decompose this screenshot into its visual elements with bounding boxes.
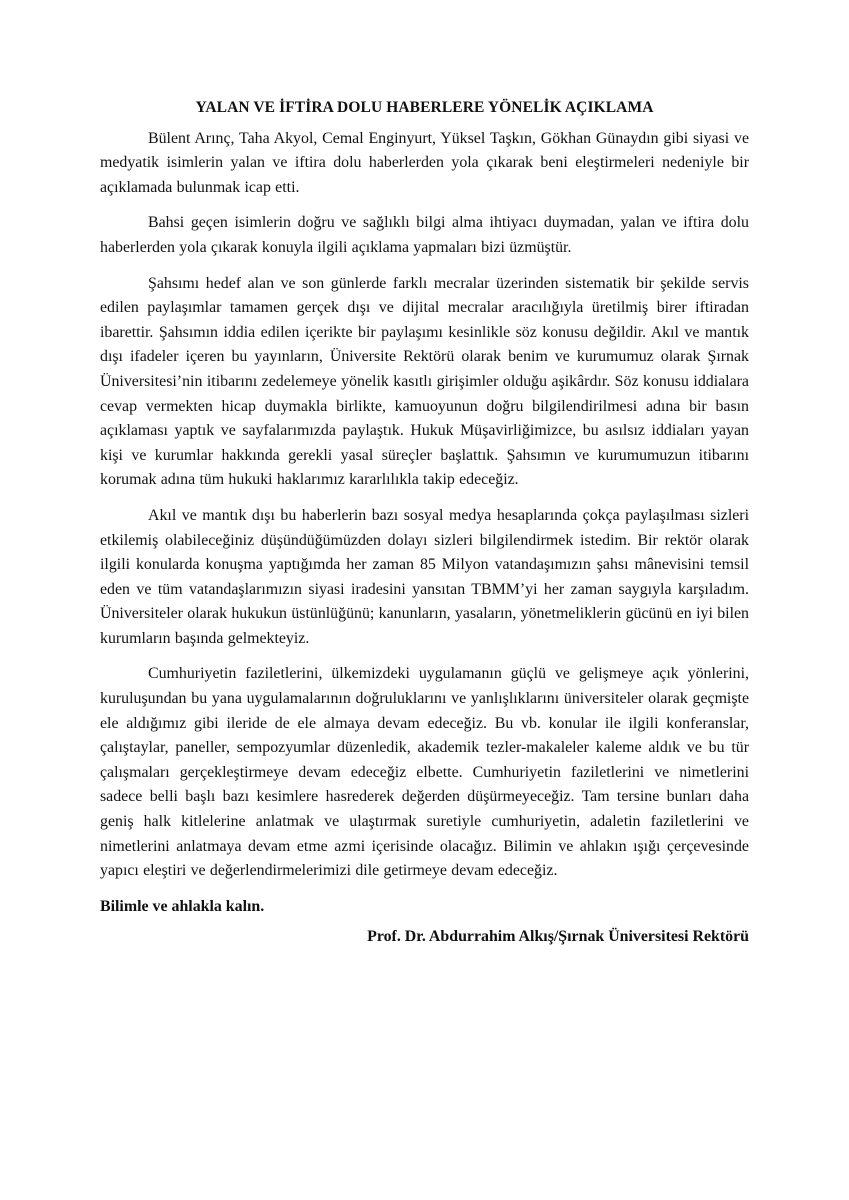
signature: Prof. Dr. Abdurrahim Alkış/Şırnak Üniversitesi Rektörü (367, 928, 749, 946)
document-title: YALAN VE İFTİRA DOLU HABERLERE YÖNELİK AÇIKLAMA (195, 99, 654, 116)
paragraph-1: Bülent Arınç, Taha Akyol, Cemal Enginyurt, Yüksel Taşkın, Gökhan Günaydın gibi siyasi ve medyatik isimlerin yalan ve iftira dolu haberlerden yola çıkarak beni eleştirmeleri nedeniyle bir açıklamada bulunmak icap etti. (100, 129, 749, 196)
closing-line: Bilimle ve ahlakla kalın. (100, 897, 265, 915)
document-page (100, 96, 749, 950)
paragraph-4: Akıl ve mantık dışı bu haberlerin bazı sosyal medya hesaplarında çokça paylaşılması sizleri etkilemiş olabileceğiniz düşündüğümüzden dolayı sizleri bilgilendirmek istedim. Bir rektör olarak ilgili konularda konuşma yaptığımda her zaman 85 Milyon vatandaşımızın şahsı mânevisini temsil eden ve tüm vatandaşlarımızın siyasi iradesini yansıtan TBMM’yi her zaman saygıyla karşıladım. Üniversiteler olarak hukukun üstünlüğünü; kanunların, yasaların, yönetmeliklerin gücünü en iyi bilen kurumların başında gelmekteyiz. (100, 506, 749, 647)
paragraph-2: Bahsi geçen isimlerin doğru ve sağlıklı bilgi alma ihtiyacı duymadan, yalan ve iftira dolu haberlerden yola çıkarak konuyla ilgili açıklama yapmaları bizi üzmüştür. (100, 214, 749, 256)
paragraph-3: Şahsımı hedef alan ve son günlerde farklı mecralar üzerinden sistematik bir şekilde servis edilen paylaşımlar tamamen gerçek dışı ve dijital mecralar aracılığıyla üretilmiş birer iftiradan ibarettir. Şahsımın iddia edilen içerikte bir paylaşımı kesinlikle söz konusu değildir. Akıl ve mantık dışı ifadeler içeren bu yayınların, Üniversite Rektörü olarak benim ve kurumumuz olarak Şırnak Üniversitesi’nin itibarını zedelemeye yönelik kasıtlı girişimler olduğu aşikârdır. Söz konusu iddialara cevap vermekten hicap duymakla birlikte, kamuoyunun doğru bilgilendirilmesi adına bir basın açıklaması yaptık ve sayfalarımızda paylaştık. Hukuk Müşavirliğimizce, bu asılsız iddiaları yayan kişi ve kurumlar hakkında gerekli yasal süreçler başlattık. Şahsımın ve kurumumuzun itibarını korumak adına tüm hukuki haklarımız kararlılıkla takip edeceğiz. (100, 274, 749, 489)
paragraph-5: Cumhuriyetin faziletlerini, ülkemizdeki uygulamanın güçlü ve gelişmeye açık yönlerini, kuruluşundan bu yana uygulamalarının doğruluklarını ve yanlışlıklarını üniversiteler olarak geçmişte ele aldığımız gibi ileride de ele almaya devam edeceğiz. Bu vb. konular ile ilgili konferanslar, çalıştaylar, paneller, sempozyumlar düzenledik, akademik tezler-makaleler kaleme aldık ve bu tür çalışmaları gerçekleştirmeye devam edeceğiz elbette. Cumhuriyetin faziletlerini ve nimetlerini sadece belli başlı bazı kesimlere hasrederek değerden düşürmeyeceğiz. Tam tersine bunları daha geniş halk kitlelerine anlatmak ve ulaştırmak suretiyle cumhuriyetin, adaletin faziletlerini ve nimetlerini anlatmaya devam etme azmi içerisinde olacağız. Bilimin ve ahlakın ışığı çerçevesinde yapıcı eleştiri ve değerlendirmelerimizi dile getirmeye devam edeceğiz. (100, 665, 749, 880)
